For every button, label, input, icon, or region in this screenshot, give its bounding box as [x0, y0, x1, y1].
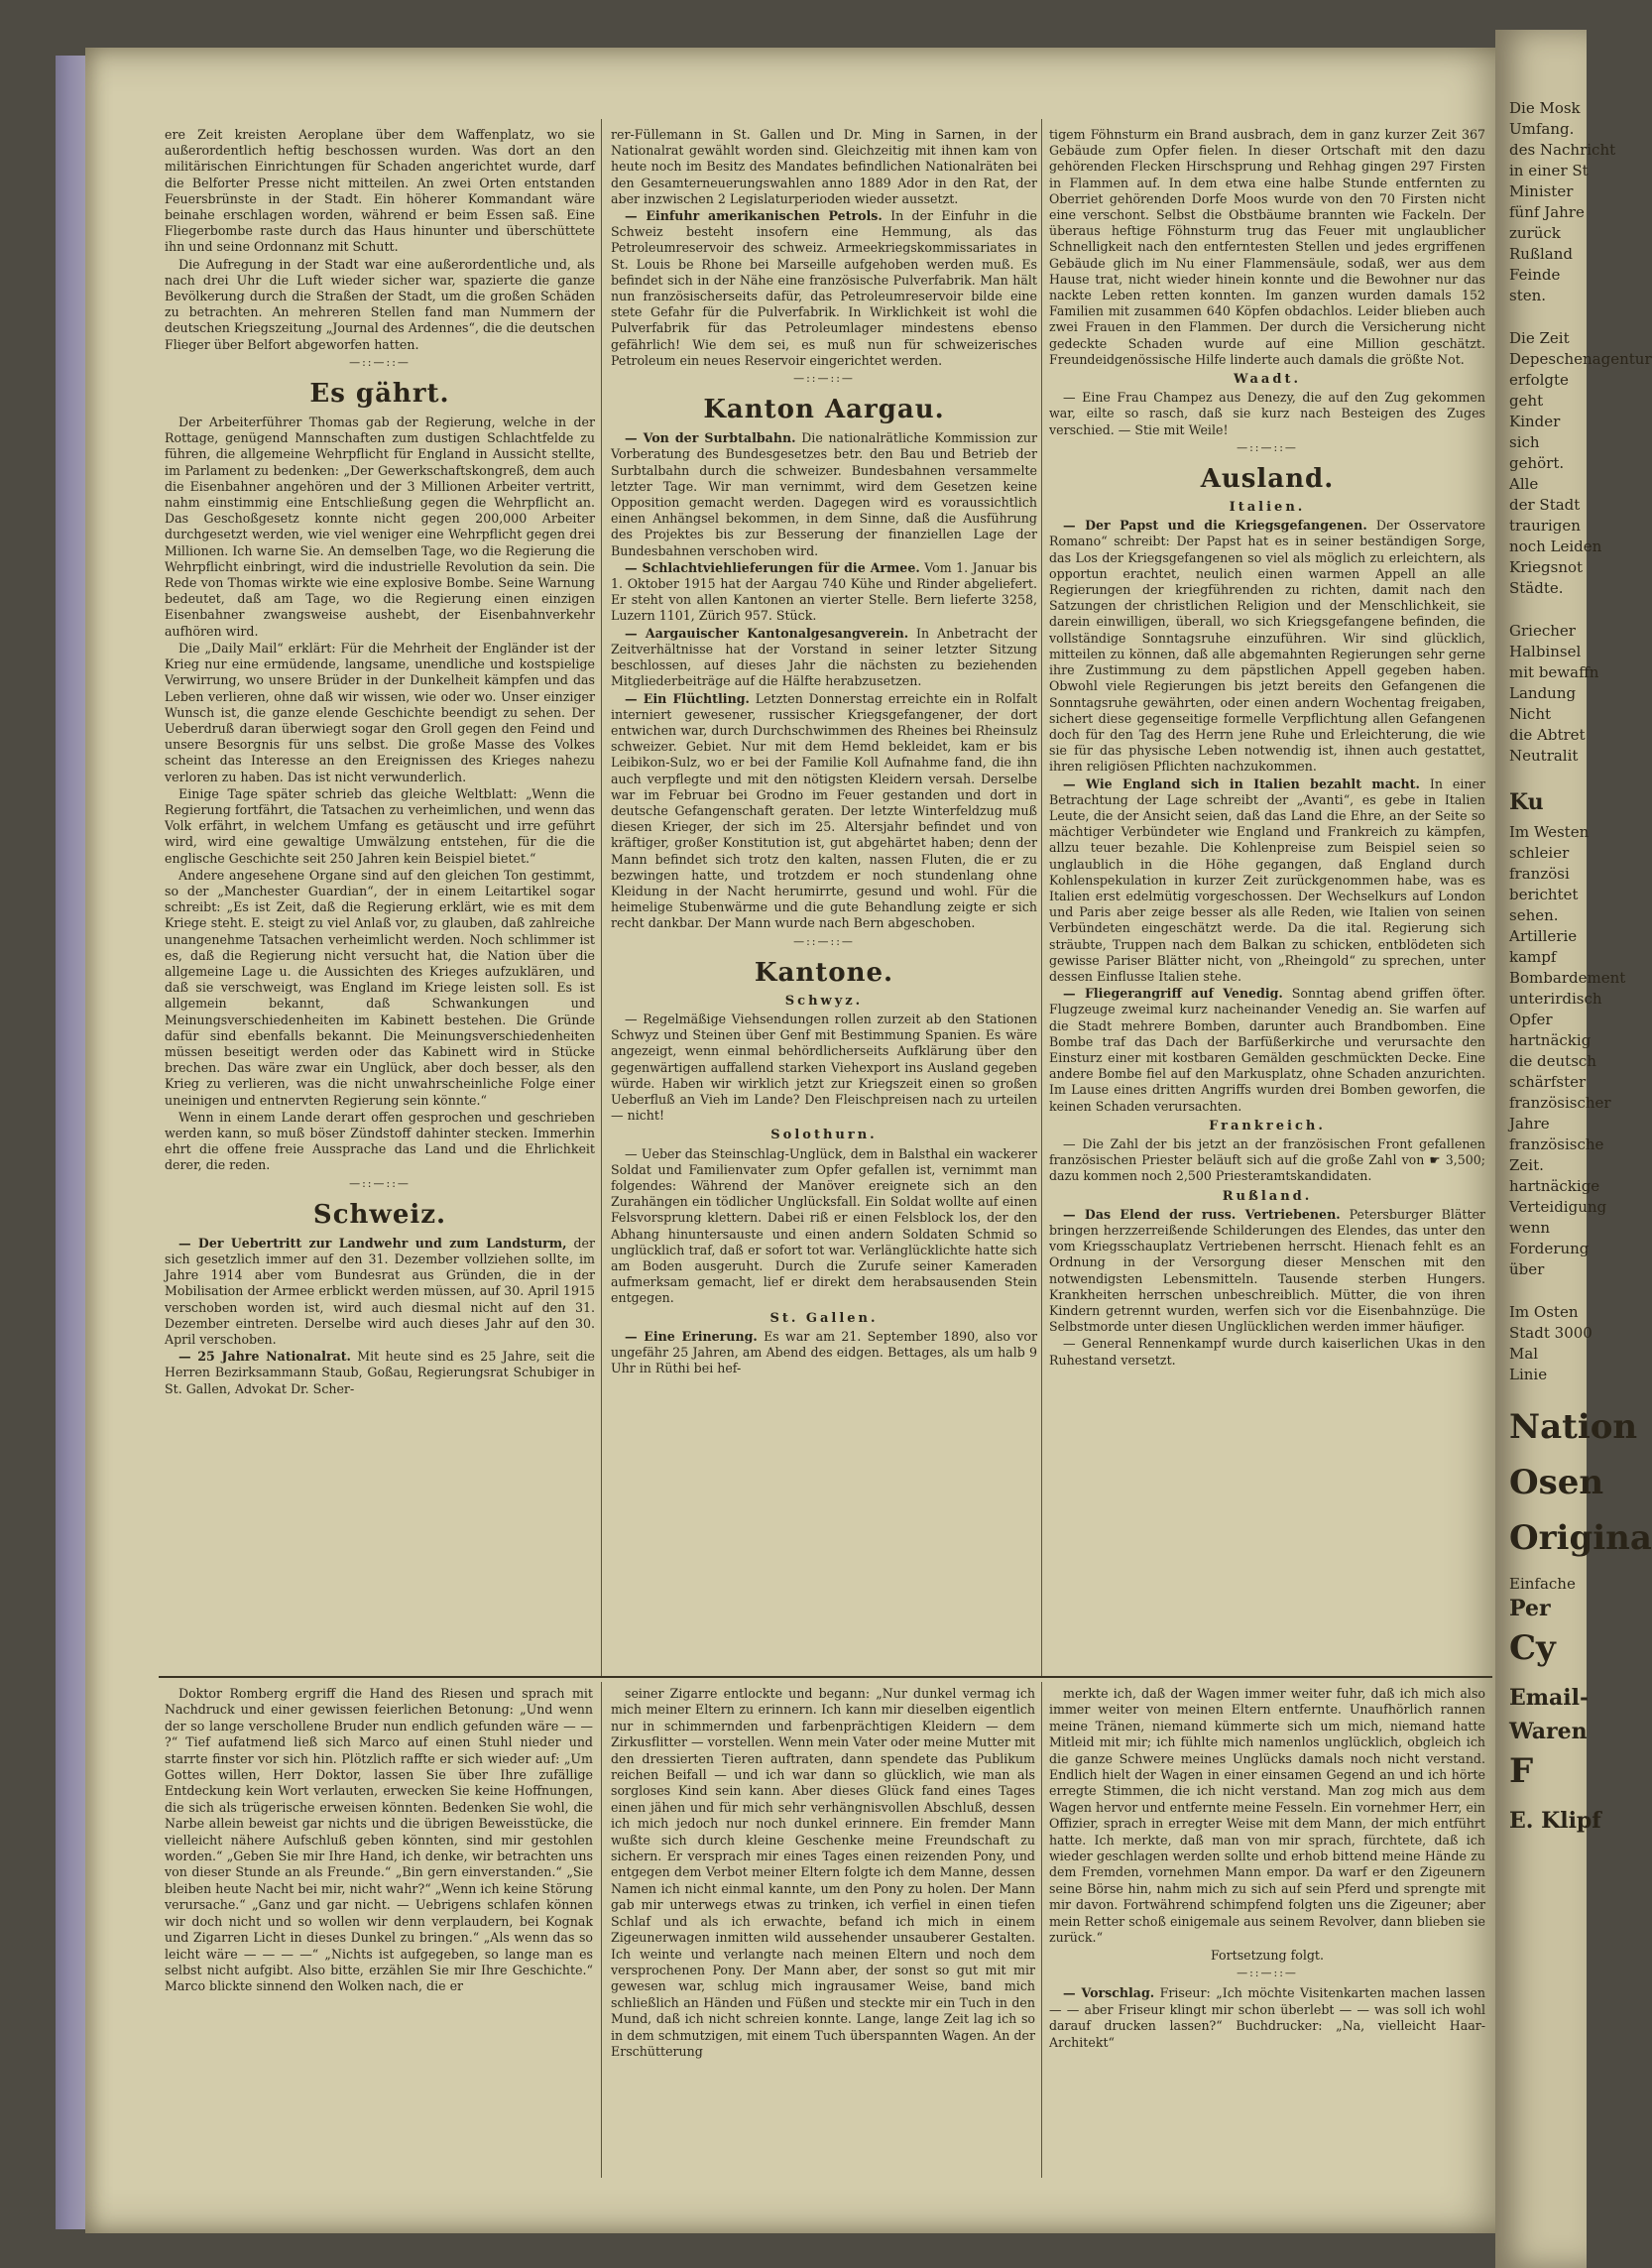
subheading: Waadt.	[1234, 372, 1301, 388]
adjacent-page-text: mit bewaffn	[1509, 663, 1599, 681]
paragraph: ere Zeit kreisten Aeroplane über dem Waffenplatz, wo sie außerordentlich heftig beschossen wurden. Was dort an den militärischen Einrichtungen für Schaden angerichtet wurde, darf die Belforter Presse nicht mitteilen. An zwei Orten entstanden Feuersbrünste in der Stadt. Ein höherer Kommandant wäre beinahe erschlagen worden, während er beim Essen saß. Eine Fliegerbombe raste durch das Haus hinunter und überschüttete ihn und seine Ordonnanz mit Schutt.	[165, 127, 595, 255]
adjacent-page-text: französischer	[1509, 1094, 1611, 1112]
separator: —::—::—	[1237, 1966, 1298, 1979]
adjacent-page-text: hartnäckig	[1509, 1031, 1592, 1049]
adjacent-page-text: sehen.	[1509, 906, 1559, 924]
feuilleton-column-2	[611, 1686, 1035, 2172]
article-lead: — Von der Surbtalbahn.	[625, 430, 796, 446]
paragraph	[611, 1329, 1037, 1377]
article-text: Petersburger Blätter bringen herzzerreißende Schilderungen des Elendes, das unter den vom Kriegsschauplatz Vertriebenen herrscht. Hienach fehlt es an Ordnung in der Versorgung dieser Menschen mit den notwendigsten Lebensmitteln. Tausende sterben Hungers. Krankheiten herrschen unbeschreiblich. Mütter, die von ihren Kindern getrennt wurden, werfen sich vor die Eisenbahnzüge. Die Selbstmorde unter diesen Unglücklichen werden immer häufiger.	[1049, 1206, 1485, 1335]
column-1	[165, 127, 595, 1684]
adjacent-page-text: hartnäckige	[1509, 1177, 1600, 1195]
adjacent-page-text: Osen	[1509, 1463, 1604, 1502]
section-heading: Es gährt.	[309, 379, 450, 410]
article-lead: — Schlachtviehlieferungen für die Armee.	[625, 559, 920, 575]
adjacent-page-text: die Abtret	[1509, 726, 1586, 744]
subheading: Solothurn.	[770, 1128, 878, 1143]
paragraph	[1049, 776, 1485, 986]
article-lead: — Das Elend der russ. Vertriebenen.	[1063, 1206, 1341, 1222]
adjacent-page-text: sten.	[1509, 287, 1547, 304]
feuilleton-column-3	[1049, 1686, 1485, 2172]
adjacent-page-text: Artillerie	[1509, 927, 1578, 945]
adjacent-page-text: Städte.	[1509, 579, 1564, 597]
subheading: Italien.	[1229, 500, 1306, 516]
article-text: Letzten Donnerstag erreichte ein in Rolfalt interniert gewesener, russischer Kriegsgefangener, der dort entwichen war, durch Durchschwimmen des Rheines bei Rheinsulz schweizer. Gebiet. Nur mit dem Hemd bekleidet, kam er bis Leibikon-Sulz, wo er bei der Familie Koll Aufnahme fand, die ihn auch verpflegte und mit den nötigsten Kleidern versah. Derselbe war im Februar bei Grodno im Feuer gestanden und dort in deutsche Gefangenschaft geraten. Der letzte Winterfeldzug muß diesen Krieger, der sich im 25. Altersjahr befindet und von kräftiger, großer Konstitution ist, gut abgehärtet haben; denn der Mann befindet sich trotz den kalten, nassen Fluten, die er zu bezwingen hatte, und trotzdem er noch stundenlang ohne Kleidung in der Nacht herumirrte, gesund und wohl. Für die heimelige Stubenwärme und die gute Behandlung zeigte er sich recht dankbar. Der Mann wurde nach Bern abgeschoben.	[611, 690, 1038, 931]
article-text: Mit heute sind es 25 Jahre, seit die Herren Bezirksammann Staub, Goßau, Regierungsrat Schubiger in St. Gallen, Advokat Dr. Scher-	[165, 1349, 595, 1396]
paragraph: Die Aufregung in der Stadt war eine außerordentliche und, als nach drei Uhr die Luft wieder sicher war, spazierte die ganze Bevölkerung durch die Straßen der Stadt, um die großen Schäden zu betrachten. An mehreren Stellen fand man Nummern der deutschen Kriegszeitung „Journal des Ardennes“, die die deutschen Flieger über Belfort abgeworfen hatten.	[165, 256, 595, 352]
adjacent-page-text: unterirdisch	[1509, 990, 1602, 1008]
column-rule	[601, 1682, 602, 2178]
adjacent-page-text: Halbinsel	[1509, 643, 1582, 660]
adjacent-page-text: Cy	[1509, 1628, 1556, 1668]
adjacent-page-text: Nation	[1509, 1407, 1638, 1447]
subheading: Schwyz.	[784, 993, 864, 1009]
paragraph	[165, 1236, 595, 1348]
adjacent-page-text: Waren	[1509, 1719, 1588, 1744]
adjacent-page-text: fünf Jahre	[1509, 203, 1585, 221]
adjacent-page-text: Landung	[1509, 684, 1577, 702]
adjacent-page-text: Opfer	[1509, 1011, 1553, 1028]
adjacent-page-text: wenn	[1509, 1219, 1551, 1237]
paragraph	[611, 626, 1037, 690]
article-text: Es war am 21. September 1890, also vor ungefähr 25 Jahren, am Abend des eidgen. Bettages, als um halb 9 Uhr in Rüthi bei hef-	[611, 1328, 1038, 1376]
adjacent-page-text: Mal	[1509, 1345, 1539, 1363]
paragraph: Einige Tage später schrieb das gleiche Weltblatt: „Wenn die Regierung fortfährt, die Tatsachen zu verheimlichen, und wenn das Volk erfährt, in welchem Umfang es getäuscht und irre geführt wird, wird eine gewaltige Umwälzung entstehen, für die die englische Geschichte seit 250 Jahren kein Beispiel bietet.“	[165, 785, 595, 866]
paragraph: — Regelmäßige Viehsendungen rollen zurzeit ab den Stationen Schwyz und Steinen über Genf mit Bestimmung Spanien. Es wäre angezeigt, wenn einmal behördlicherseits Aufklärung über den gegenwärtigen auffallend starken Viehexport ins Ausland gegeben würde. Haben wir wirklich jetzt zur Kriegszeit einen so großen Ueberfluß an Vieh im Lande? Den Fleischpreisen nach zu urteilen — nicht!	[611, 1011, 1037, 1124]
article-lead: — Der Uebertritt zur Landwehr und zum Landsturm,	[178, 1235, 567, 1251]
subheading: Rußland.	[1222, 1188, 1313, 1204]
adjacent-page-text: Umfang.	[1509, 120, 1575, 138]
article-lead: — Vorschlag.	[1063, 1985, 1155, 2001]
adjacent-page-text: Bombardement	[1509, 969, 1626, 987]
adjacent-page-text: schleier	[1509, 844, 1570, 862]
adjacent-page-text: Depeschenagentur	[1509, 350, 1652, 368]
paragraph: Doktor Romberg ergriff die Hand des Riesen und sprach mit Nachdruck und einer gewissen feierlichen Betonung: „Und wenn der so lange verschollene Bruder nun endlich gefunden wäre — — ?“ Tief aufatmend ließ sich Marco auf einen Stuhl nieder und starrte finster vor sich hin. Plötzlich raffte er sich wieder auf: „Um Gottes willen, Herr Doktor, lassen Sie über Ihre zufällige Entdeckung kein Wort verlauten, erwecken Sie keine Hoffnungen, die sich als trügerische erweisen könnten. Bedenken Sie wohl, die Narbe allein beweist gar nichts und die übrigen Beweisstücke, die vielleicht nähere Aufschluß geben könnten, sind mir gestohlen worden.“ „Geben Sie mir Ihre Hand, ich denke, wir betrachten uns von dieser Stunde an als Freunde.“ „Bin gern einverstanden.“ „Sie bleiben heute Nacht bei mir, nicht wahr?“ „Wenn ich keine Störung verursache.“ „Ganz und gar nicht. — Uebrigens schlafen können wir doch nicht und so wollen wir denn verplaudern, bei Kognak und Zigarren Licht in dieses Dunkel zu bringen.“ „Als wenn das so leicht wäre — — — —“ „Nichts ist aufgegeben, so lange man es selbst nicht aufgibt. Also bitte, erzählen Sie mir Ihre Geschichte.“ Marco blickte sinnend den Wolken nach, die er	[165, 1686, 593, 1994]
column-rule	[1041, 1682, 1042, 2178]
article-text: In der Einfuhr in die Schweiz besteht insofern eine Hemmung, als das Petroleumreservoir des schweiz. Armeekriegskommissariates in St. Louis be Rhone bei Marseille aufgehoben werden muß. Es befindet sich in der Nähe eine französische Pulverfabrik. Man hält nun französischerseits dafür, das Petroleumreservoir bilde eine stete Gefahr für die Pulverfabrik. In Wirklichkeit ist wohl die Pulverfabrik für das Petroleumlager mindestens ebenso gefährlich! Wie dem sei, es muß nun für schweizerisches Petroleum ein neues Reservoir eingerichtet werden.	[611, 208, 1037, 368]
adjacent-page-text: französische	[1509, 1135, 1604, 1153]
subheading: St. Gallen.	[769, 1310, 879, 1326]
paragraph: — Ueber das Steinschlag-Unglück, dem in Balsthal ein wackerer Soldat und Familienvater zum Opfer gefallen ist, vernimmt man folgendes: Während der Manöver ereignete sich an den Zurahängen ein tödlicher Unglücksfall. Ein Soldat wollte auf einen Felsvorsprung klettern. Dabei riß er einen Felsblock los, der den Abhang hinuntersauste und einen andern Soldaten Schmid so unglücklich traf, daß er sofort tot war. Verlänglücklichte hatte sich am Boden ausgeruht. Durch die Zurufe seiner Kameraden aufmerksam gemacht, lief er direkt dem herabsausenden Stein entgegen.	[611, 1145, 1037, 1306]
adjacent-page-text: Per	[1509, 1596, 1551, 1621]
adjacent-page-text: geht	[1509, 392, 1544, 410]
adjacent-page-text: die deutsch	[1509, 1052, 1596, 1070]
adjacent-page-text: E. Klipf	[1509, 1808, 1601, 1834]
paragraph	[1049, 518, 1485, 775]
paragraph: rer-Füllemann in St. Gallen und Dr. Ming in Sarnen, in der Nationalrat gewählt worden sind. Gleichzeitig mit ihnen kam von heute noch im Besitz des Mandates befindlichen Nationalräten bei den Gesamterneuerungswahlen anno 1889 Ador in den Rat, der aber inzwischen 2 Legislaturperioden wieder aussetzt.	[611, 127, 1037, 206]
adjacent-page-text: zurück	[1509, 224, 1561, 242]
article-text: In einer Betrachtung der Lage schreibt der „Avanti“, es gebe in Italien Leute, die der Ansicht seien, daß das Land die Ehre, an der Seite so mächtiger Verbündeter wie England und Frankreich zu kämpfen, allzu teuer bezahle. Die Kohlenpreise zum Beispiel seien so unglaublich in die Höhe gegangen, daß England durch Kohlenspekulation in kurzer Zeit zurückgenommen habe, was es Italien erst edelmütig vorgeschossen. Der Wechselkurs auf London und Paris aber zeige besser als alle Reden, wie Italien von seinen Verbündeten eingeschätzt werde. Da die ital. Regierung sich sträubte, Truppen nach dem Balkan zu schicken, entblödeten sich gewisse Pariser Blätter nicht, von „Rheingold“ zu sprechen, unter dessen Einflusse Italien stehe.	[1049, 776, 1485, 984]
adjacent-page-text: Alle	[1509, 475, 1539, 493]
separator: —::—::—	[349, 1176, 411, 1190]
adjacent-page-text: Einfache	[1509, 1575, 1576, 1593]
adjacent-page-text: Nicht	[1509, 705, 1552, 723]
adjacent-page-text: schärfster	[1509, 1073, 1587, 1091]
article-lead: — Fliegerangriff auf Venedig.	[1063, 986, 1283, 1002]
column-2	[611, 127, 1037, 1684]
article-text: der sich gesetzlich immer auf den 31. Dezember vollziehen sollte, im Jahre 1914 aber vom Bundesrat aus Gründen, die in der Mobilisation der Armee erblickt werden müssen, auf 30. April 1915 verschoben worden ist, wird auch diesmal nicht auf den 31. Dezember eintreten. Derselbe wird auch dieses Jahr auf den 30. April verschoben.	[165, 1235, 595, 1348]
adjacent-page-text: in einer St	[1509, 162, 1589, 179]
adjacent-page-text: berichtet	[1509, 886, 1579, 903]
section-heading: Kanton Aargau.	[703, 395, 945, 425]
adjacent-page-text: Ku	[1509, 789, 1544, 815]
column-3	[1049, 127, 1485, 1684]
article-text: Der Osservatore Romano“ schreibt: Der Papst hat es in seiner beständigen Sorge, das Los der Kriegsgefangenen so viel als möglich zu erleichtern, als opportun erachtet, neulich einen warmen Appell an alle Regierungen der kriegführenden zu richten, damit nach den Satzungen der christlichen Religion und der Menschlichkeit, sie darein einwilligen, überall, wo sich Kriegsgefangene befinden, die vollständige Sonntagsruhe einzuführen. Wir sind glücklich, mitteilen zu können, daß alle abgemahnten Regierungen sehr gerne ihre Zustimmung zu dem päpstlichen Appell gegeben haben. Obwohl viele Regierungen bis jetzt bereits den Gefangenen die Sonntagsruhe gewährten, oder einen andern Wochentag freigaben, sichert diese gegenseitige formelle Verpflichtung allen Gefangenen doch für den Tag des Herrn jene Ruhe und Erleichterung, die wie sie für das physische Leben notwendig ist, ihnen auch gestattet, ihren religiösen Pflichten nachzukommen.	[1049, 518, 1485, 775]
paragraph: Die „Daily Mail“ erklärt: Für die Mehrheit der Engländer ist der Krieg nur eine ermüdende, langsame, unendliche und kostspielige Verwirrung, wo unsere Brüder in der Dunkelheit kämpfen und das Leben verlieren, ohne daß wir wissen, wie oder wo. Unser einziger Wunsch ist, die ganze elende Geschichte beendigt zu sehen. Der Ueberdruß daran überwiegt sogar den Groll gegen den Feind und unsere Besorgnis für uns selbst. Die große Masse des Volkes scheint das Interesse an den Ereignissen des Krieges nahezu verloren zu haben. Das ist nicht verwunderlich.	[165, 640, 595, 784]
adjacent-page-text: Im Osten	[1509, 1303, 1579, 1321]
adjacent-page-text: Zeit.	[1509, 1156, 1544, 1174]
paragraph: — Die Zahl der bis jetzt an der französischen Front gefallenen französischen Priester beläuft sich auf die große Zahl von ☛ 3,500; dazu kommen noch 2,500 Priesteramtskandidaten.	[1049, 1135, 1485, 1184]
paragraph	[611, 208, 1037, 369]
paragraph	[611, 560, 1037, 625]
article-text: In Anbetracht der Zeitverhältnisse hat der Vorstand in seiner letzter Sitzung beschlossen, auf dieses Jahr die nächsten zu beziehenden Mitgliederbeiträge auf die Hälfte herabzusetzen.	[611, 625, 1037, 689]
paragraph: Andere angesehene Organe sind auf den gleichen Ton gestimmt, so der „Manchester Guardian“, der in einem Leitartikel sogar schreibt: „Es ist Zeit, daß die Regierung erklärt, wie es mit dem Kriege steht. E. steigt zu viel Anlaß vor, zu glauben, daß zahlreiche unangenehme Tatsachen verheimlicht werden. Noch schlimmer ist es, daß die Regierung nicht versucht hat, die Nation über die allgemeine Lage u. die Aussichten des Krieges aufzuklären, und daß sie verschweigt, was England im Kriege leisten soll. Es ist allgemein bekannt, daß Schwankungen und Meinungsverschiedenheiten im Kabinett bestehen. Die Gründe dafür sind ebenfalls bekannt. Die Meinungsverschiedenheiten müssen beseitigt werden oder das Kabinett wird in Stücke brechen. Das wäre zwar ein Unglück, aber doch besser, als den Krieg zu verlieren, was die nicht unwahrscheinliche Folge einer uneinigen und entnervten Regierung sein könnte.“	[165, 867, 595, 1108]
adjacent-page-text: Forderung	[1509, 1240, 1590, 1257]
section-heading: Schweiz.	[312, 1199, 447, 1230]
article-lead: — Ein Flüchtling.	[625, 690, 750, 706]
section-heading: Ausland.	[1200, 464, 1335, 495]
article-text: Vom 1. Januar bis 1. Oktober 1915 hat der Aargau 740 Kühe und Rinder abgeliefert. Er steht von allen Kantonen an vierter Stelle. Bern lieferte 3258, Luzern 1101, Zürich 957. Stück.	[611, 559, 1037, 624]
adjacent-page-text: Origina	[1509, 1518, 1652, 1558]
column-rule	[601, 119, 602, 1676]
article-lead: — 25 Jahre Nationalrat.	[178, 1349, 351, 1365]
paragraph: Wenn in einem Lande derart offen gesprochen und geschrieben werden kann, so muß böser Zündstoff dahinter stecken. Immerhin ehrt die offene freie Aussprache das Land und die Ehrlichkeit derer, die reden.	[165, 1109, 595, 1173]
separator: —::—::—	[1237, 440, 1298, 454]
paragraph	[1049, 1985, 1485, 2051]
adjacent-page-text: Jahre	[1509, 1115, 1550, 1133]
paragraph	[1049, 1207, 1485, 1336]
paragraph: Der Arbeiterführer Thomas gab der Regierung, welche in der Rottage, genügend Mannschaften zum dustigen Schlachtfelde zu führen, die allgemeine Wehrpflicht für England in Aussicht stellte, im Parlament zu bedenken: „Der Gewerkschaftskongreß, dem auch die Eisenbahner angehören und der 3 Millionen Arbeiter vertritt, nahm einstimmig eine Entschließung gegen die Wehrpflicht an. Das Geschoßgesetz konnte nicht gegen 200,000 Arbeiter durchgesetzt werden, wie viel weniger eine Wehrpflicht gegen drei Millionen. Ich warne Sie. An demselben Tage, wo die Regierung die Wehrpflicht einbringt, wird die industrielle Revolution da sein. Die Rede von Thomas wirkte wie eine explosive Bombe. Seine Warnung bedeutet, daß am Tage, wo die Regierung einen einzigen Eisenbahner zwangsweise aushebt, der Eisenbahnverkehr aufhören wird.	[165, 415, 595, 639]
adjacent-page-text: traurigen	[1509, 517, 1581, 535]
section-heading: Kantone.	[754, 957, 894, 988]
adjacent-page-text: gehört.	[1509, 454, 1565, 472]
adjacent-page-text: Die Mosk	[1509, 99, 1581, 117]
paragraph: — General Rennenkampf wurde durch kaiserlichen Ukas in den Ruhestand versetzt.	[1049, 1336, 1485, 1368]
separator: —::—::—	[793, 934, 855, 948]
adjacent-page-text: Kriegsnot	[1509, 558, 1584, 576]
adjacent-page-text: Griecher	[1509, 622, 1576, 640]
adjacent-page-text: Email-	[1509, 1685, 1590, 1711]
paragraph: seiner Zigarre entlockte und begann: „Nur dunkel vermag ich mich meiner Eltern zu erinnern. Ich kann mir dieselben eigentlich nur in schimmernden und farbenprächtigen Kleidern — dem Zirkusflitter — vorstellen. Wenn mein Vater oder meine Mutter mit den dressierten Tieren auftraten, dann spendete das Publikum reichen Beifall — und ich war dann so glücklich, wie man als sorgloses Kind sein kann. Aber dieses Glück fand eines Tages einen jähen und für mich sehr verhängnisvollen Abschluß, dessen ich mich jedoch nur noch dunkel erinnere. Ein fremder Mann wußte sich durch kleine Geschenke meine Freundschaft zu sichern. Er versprach mir eines Tages einen reizenden Pony, und entgegen dem Verbot meiner Eltern folgte ich dem Manne, dessen Namen ich nicht einmal kannte, um den Pony zu holen. Der Mann gab mir unterwegs etwas zu trinken, ich verfiel in einen tiefen Schlaf und als ich erwachte, befand ich mich in einem Zigeunerwagen inmitten wild aussehender unsauberer Gestalten. Ich weinte und verlangte nach meinen Eltern und noch dem versprochenen Pony. Der Mann aber, der sonst so gut mit mir gewesen war, schlug mich ingrausamer Weise, band mich schließlich an Händen und Füßen und steckte mir ein Tuch in den Mund, daß ich nicht schreien konnte. Lange, lange Zeit lag ich so in dem schmutzigen, mit einem Tuch überspannten Wagen. An der Erschütterung	[611, 1686, 1035, 2059]
adjacent-page-text: noch Leiden	[1509, 537, 1602, 555]
feuilleton-column-1	[165, 1686, 593, 2172]
adjacent-page-text: Im Westen	[1509, 823, 1590, 841]
adjacent-page-text: der Stadt	[1509, 496, 1581, 514]
column-rule	[1041, 119, 1042, 1676]
adjacent-page-text: des Nachricht	[1509, 141, 1616, 159]
adjacent-page-fragment	[1495, 30, 1652, 2268]
article-lead: — Der Papst und die Kriegsgefangenen.	[1063, 518, 1367, 534]
article-text: Die nationalrätliche Kommission zur Vorberatung des Bundesgesetzes betr. den Bau und Betrieb der Surbtalbahn durch die schweizer. Bundesbahnen versammelte letzter Tage. Wir man vernimmt, wird dem Gesetzen keine Opposition gemacht werden. Dagegen wird es voraussichtlich einen Anhängsel bekommen, in dem Sinne, daß die Ausführung des Projektes bis zur Besserung der finanziellen Lage der Bundesbahnen verschoben wird.	[611, 430, 1037, 558]
paragraph	[165, 1349, 595, 1397]
article-lead: — Eine Erinerung.	[625, 1328, 758, 1344]
adjacent-page-text: Rußland	[1509, 245, 1573, 263]
article-text: Sonntag abend griffen öfter. Flugzeuge zweimal kurz nacheinander Venedig an. Sie warfen auf die Stadt mehrere Bomben, darunter auch Brandbomben. Eine Bombe traf das Dach der Barfüßerkirche und verursachte den Einsturz einer mit kostbaren Gemälden geschmückten Decke. Eine andere Bombe fiel auf den Markusplatz, ohne Schaden anzurichten. Im Lause eines dritten Angriffs wurden drei Bomben geworfen, die keinen Schaden verursachten.	[1049, 986, 1485, 1114]
separator: —::—::—	[793, 372, 855, 386]
adjacent-page-text: Linie	[1509, 1366, 1548, 1383]
adjacent-page-text: kampf	[1509, 948, 1557, 966]
continuation-note: Fortsetzung folgt.	[1210, 1947, 1324, 1963]
article-text: Friseur: „Ich möchte Visitenkarten machen lassen — — aber Friseur klingt mir schon überlebt — — was soll ich wohl darauf drucken lassen?“ Buchdrucker: „Na, vielleicht Haar-Architekt“	[1049, 1985, 1485, 2050]
adjacent-page-text: erfolgte	[1509, 371, 1569, 389]
adjacent-page-text: sich	[1509, 433, 1540, 451]
paragraph: merkte ich, daß der Wagen immer weiter fuhr, daß ich mich also immer weiter von meinen Eltern entfernte. Unaufhörlich rannen meine Tränen, niemand kümmerte sich um mich, niemand hatte Mitleid mit mir; ich fühlte mich namenlos unglücklich, obgleich ich die ganze Schwere meines Unglücks damals noch nicht verstand. Endlich hielt der Wagen in einer einsamen Gegend an und ich hörte erregte Stimmen, die ich nicht verstand. Man zog mich aus dem Wagen hervor und entfernte meine Fesseln. Ein vornehmer Herr, ein Offizier, sprach in erregter Weise mit dem Mann, der mich entführt hatte. Ich merkte, daß man von mir sprach, fürchtete, daß ich wieder geschlagen werden sollte und erhob bittend meine Hände zu dem Fremden, vornehmen Mann empor. Da warf er den Zigeunern seine Börse hin, nahm mich zu sich auf sein Pferd und sprengte mit mir davon. Fortwährend schimpfend folgten uns die Zigeuner; aber mein Retter schoß einigemale aus seinem Revolver, dann blieben sie zurück.“	[1049, 1686, 1485, 1946]
paragraph	[611, 430, 1037, 559]
adjacent-page-text: Stadt 3000	[1509, 1324, 1593, 1342]
adjacent-page-text: Minister	[1509, 182, 1574, 200]
subheading: Frankreich.	[1209, 1118, 1326, 1134]
article-lead: — Einfuhr amerikanischen Petrols.	[625, 208, 883, 224]
paragraph: — Eine Frau Champez aus Denezy, die auf den Zug gekommen war, eilte so rasch, daß sie kurz nach Besteigen des Zuges verschied. — Stie mit Weile!	[1049, 390, 1485, 437]
article-lead: — Wie England sich in Italien bezahlt macht.	[1063, 776, 1420, 791]
paragraph: tigem Föhnsturm ein Brand ausbrach, dem in ganz kurzer Zeit 367 Gebäude zum Opfer fielen. In dieser Ortschaft mit den dazu gehörenden Flecken Hirschsprung und Rehhag gingen 297 Firsten in Flammen auf. In dem etwa eine halbe Stunde entfernten zu Oberriet gehörenden Dorfe Moos wurde von den 70 Firsten nicht eine verschont. Selbst die Obstbäume brannten wie Fackeln. Der überaus heftige Föhnsturm trug das Feuer mit unglaublicher Schnelligkeit nach den entferntesten Stellen und jedes ergriffenen Gebäude glich im Nu einer Flammensäule, sodaß, wer aus dem Hause trat, nicht wieder hinein konnte und die Bewohner nur das nackte Leben retten konnten. Im ganzen wurden damals 152 Familien mit zusammen 640 Köpfen obdachlos. Leider blieben auch zwei Frauen in den Flammen. Der durch die Versicherung nicht gedeckte Schaden wurde auf eine Million geschätzt. Freundeidgenössische Hilfe linderte auch damals die größte Not.	[1049, 127, 1485, 367]
adjacent-page-text: Kinder	[1509, 413, 1561, 430]
paragraph	[611, 691, 1037, 932]
adjacent-page-text: F	[1509, 1751, 1534, 1791]
paragraph	[1049, 986, 1485, 1115]
separator: —::—::—	[349, 355, 411, 369]
article-lead: — Aargauischer Kantonalgesangverein.	[625, 625, 909, 641]
adjacent-page-text: Neutralit	[1509, 747, 1579, 765]
adjacent-page-text: französi	[1509, 865, 1570, 883]
adjacent-page-text: Die Zeit	[1509, 329, 1570, 347]
adjacent-page-text: über	[1509, 1260, 1545, 1278]
adjacent-page-text: Feinde	[1509, 266, 1561, 284]
adjacent-page-text: Verteidigung	[1509, 1198, 1607, 1216]
